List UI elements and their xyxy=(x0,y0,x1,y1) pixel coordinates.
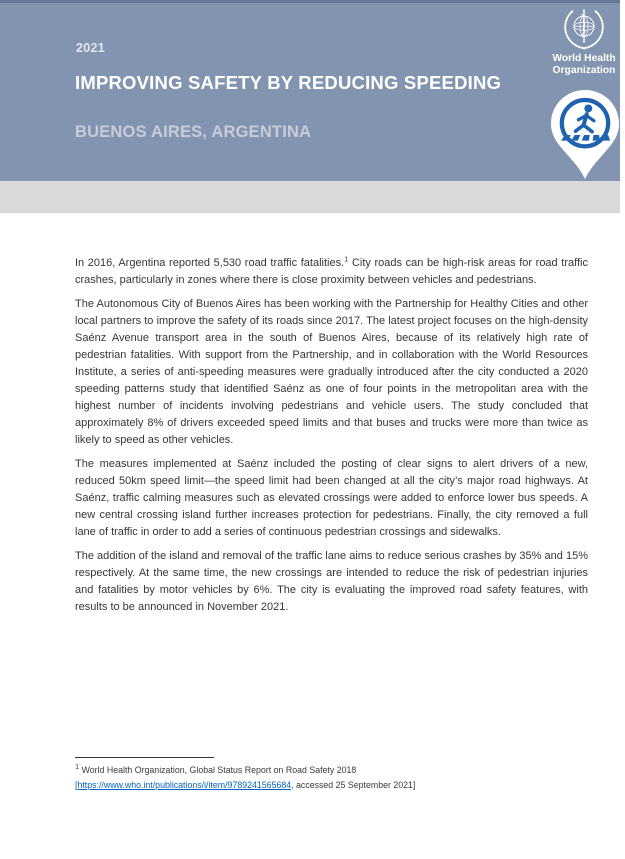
page-subtitle: BUENOS AIRES, ARGENTINA xyxy=(75,123,312,141)
who-emblem-icon xyxy=(548,7,620,51)
paragraph-1-continued: City roads can be high-risk areas for road traffic crashes, particularly in zones where there is close proximity between vehicles and pedestrians. xyxy=(75,257,588,286)
pedestrian-crossing-pin-icon xyxy=(550,88,620,181)
body-text xyxy=(75,255,588,623)
who-logo-text-line2: Organization xyxy=(552,64,616,76)
footnote-separator xyxy=(75,757,214,758)
footnote-line-2 xyxy=(75,778,588,793)
who-logo xyxy=(548,7,620,76)
paragraph-1 xyxy=(75,255,588,289)
footnote-line-1 xyxy=(75,763,588,778)
divider-band xyxy=(0,181,620,213)
footnote-citation: World Health Organization, Global Status Report on Road Safety 2018 xyxy=(81,765,357,775)
footnote xyxy=(75,757,588,792)
paragraph-3: The measures implemented at Saénz included the posting of clear signs to alert drivers of a new, reduced 50km speed limit—the speed limit had been changed at all the city’s major road highways. At Saénz, traffic calming measures such as elevated crossings were added to enforce lower bus speeds. A new central crossing island further increases protection for pedestrians. Finally, the city removed a full lane of traffic in order to add a series of continuous pedestrian crossings and sidewalks. xyxy=(75,458,588,538)
footnote-url-link[interactable]: [https://www.who.int/publications/i/item/9789241565684, xyxy=(75,779,294,790)
footnote-access-date: accessed 25 September 2021] xyxy=(293,779,416,790)
who-logo-text-line1: World Health xyxy=(552,53,616,64)
paragraph-1-text: In 2016, Argentina reported 5,530 road traffic fatalities. xyxy=(75,257,345,269)
year-label: 2021 xyxy=(76,41,106,55)
page-title: IMPROVING SAFETY BY REDUCING SPEEDING xyxy=(75,72,502,93)
footnote-reference[interactable]: 1 xyxy=(344,254,349,264)
paragraph-4: The addition of the island and removal of the traffic lane aims to reduce serious crashes by 35% and 15% respectively. At the same time, the new crossings are intended to reduce the risk of pedestrian injuries and fatalities by motor vehicles by 6%. The city is evaluating the improved road safety features, with results to be announced in November 2021. xyxy=(75,550,588,613)
footnote-marker: 1 xyxy=(75,762,80,772)
paragraph-2: The Autonomous City of Buenos Aires has been working with the Partnership for Healthy Cities and other local partners to improve the safety of its roads since 2017. The latest project focuses on the high-density Saénz Avenue transport area in the south of Buenos Aires, because of its relatively high rate of pedestrian fatalities. With support from the Partnership, and in collaboration with the World Resources Institute, a series of anti-speeding measures were gradually introduced after the city conducted a 2020 speeding patterns study that identified Saénz as one of four points in the metropolitan area with the highest number of incidents involving pedestrians and vehicle users. The study concluded that approximately 8% of drivers exceeded speed limits and that buses and trucks were more than twice as likely to speed as other vehicles. xyxy=(75,298,588,446)
